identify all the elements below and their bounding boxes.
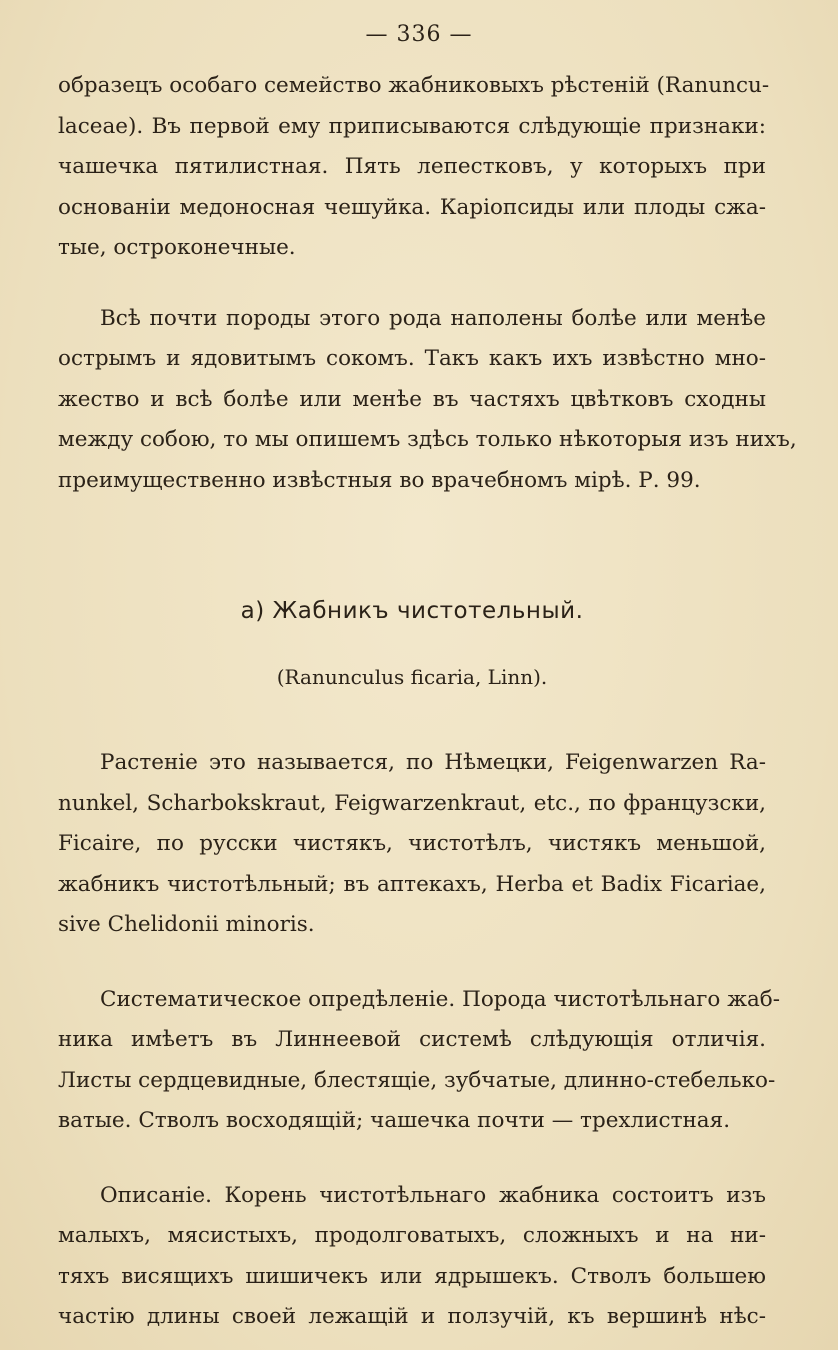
- text-line: преимущественно извѣстныя во врачебномъ мірѣ. Р. 99.: [58, 467, 701, 493]
- text-line: между собою, то мы опишемъ здѣсь только нѣкоторыя изъ нихъ,: [58, 427, 797, 452]
- text-line: образецъ особаго семейство жабниковыхъ рѣстеній (Ranuncu-: [58, 73, 770, 98]
- text-line: sive Chelidonii minoris.: [58, 912, 315, 937]
- text-line: тые, остроконечные.: [58, 235, 296, 260]
- text-line: жество и всѣ болѣе или менѣе въ частяхъ цвѣтковъ сходны: [58, 386, 766, 412]
- text-line: ватые. Стволъ восходящій; чашечка почти — трехлистная.: [58, 1108, 731, 1133]
- text-line: малыхъ, мясистыхъ, продолговатыхъ, сложныхъ и на ни-: [58, 1223, 766, 1248]
- page-body: [58, 66, 797, 1338]
- text-line: Листы сердцевидные, блестящіе, зубчатые, длинно-стебелько-: [58, 1067, 776, 1093]
- paragraph-4: [58, 980, 781, 1142]
- text-line: основаніи медоносная чешуйка. Каріопсиды или плоды сжа-: [58, 194, 766, 220]
- paragraph-1: [58, 66, 770, 269]
- text-line: ника имѣетъ въ Линнеевой системѣ слѣдующія отличія.: [58, 1027, 766, 1052]
- paragraph-2: [58, 299, 797, 502]
- page-number: — 336 —: [365, 22, 473, 47]
- text-line: Ficaire, по русски чистякъ, чистотѣлъ, чистякъ меньшой,: [58, 831, 766, 856]
- text-line: Систематическое опредѣленіе. Порода чистотѣльнаго жаб-: [100, 986, 781, 1012]
- text-line: тяхъ висящихъ шишичекъ или ядрышекъ. Стволъ большею: [58, 1263, 766, 1289]
- text-line: чашечка пятилистная. Пять лепестковъ, у которыхъ при: [58, 154, 766, 179]
- text-line: острымъ и ядовитымъ сокомъ. Такъ какъ ихъ извѣстно мно-: [58, 346, 766, 371]
- text-line: Растеніе это называется, по Нѣмецки, Feigenwarzen Ra-: [100, 750, 766, 775]
- text-line: Всѣ почти породы этого рода наполены болѣе или менѣе: [100, 305, 766, 331]
- text-line: жабникъ чистотѣльный; въ аптекахъ, Herba et Badix Ficariae,: [58, 871, 766, 897]
- section-heading: а) Жабникъ чистотельный.: [240, 598, 584, 624]
- text-line: nunkel, Scharbokskraut, Feigwarzenkraut, etc., по французски,: [58, 790, 766, 816]
- latin-name: (Ranunculus ficaria, Linn).: [276, 665, 548, 689]
- text-line: частію длины своей лежащій и ползучій, къ вершинѣ нѣс-: [58, 1304, 766, 1329]
- paragraph-3: [58, 743, 766, 946]
- text-line: Описаніе. Корень чистотѣльнаго жабника состоитъ изъ: [100, 1182, 766, 1208]
- paragraph-5: [58, 1176, 766, 1338]
- text-line: laceae). Въ первой ему приписываются слѣдующіе признаки:: [58, 113, 766, 139]
